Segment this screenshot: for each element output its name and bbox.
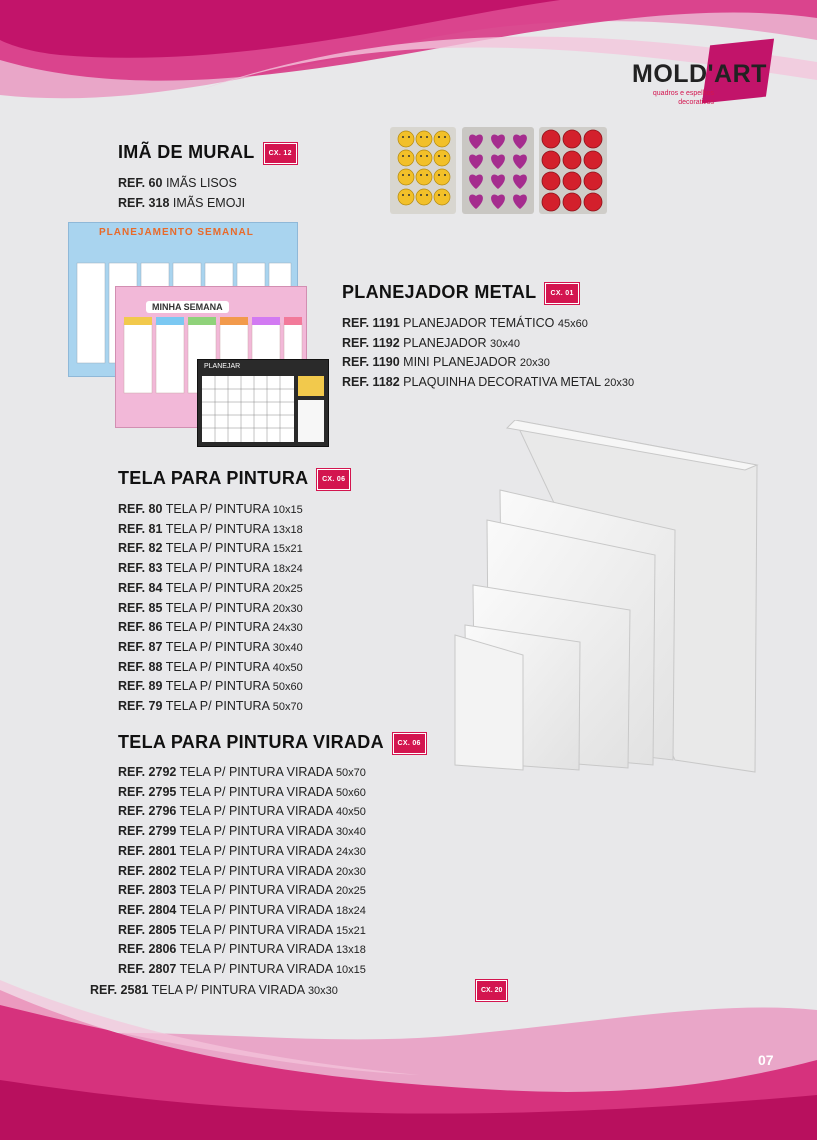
ref-size: 13x18	[335, 944, 366, 957]
ref-desc: TELA P/ PINTURA VIRADA	[179, 883, 333, 898]
ref-size: 30x40	[335, 826, 366, 839]
ref-size: 24x30	[335, 845, 366, 858]
ref-code: REF. 86	[118, 620, 163, 635]
logo-tagline	[652, 89, 714, 107]
ref-size: 20x30	[272, 602, 303, 615]
logo-wordmark: MOLD'ART	[632, 60, 767, 88]
ref-code: REF. 1190	[342, 355, 400, 370]
ref-size: 10x15	[335, 964, 366, 977]
ref-size: 30x40	[490, 337, 520, 350]
ref-code: REF. 2807	[118, 962, 177, 977]
section-title-planejador-text: PLANEJADOR METAL	[342, 282, 537, 302]
ref-item	[342, 314, 634, 334]
round-magnet-icons	[539, 127, 607, 214]
ref-list-tela-virada	[118, 763, 366, 980]
ref-size: 50x70	[335, 767, 366, 779]
ref-desc: TELA P/ PINTURA VIRADA	[151, 983, 305, 997]
ref-size: 18x24	[335, 904, 366, 917]
ref-desc: TELA P/ PINTURA VIRADA	[179, 824, 333, 839]
ref-desc: PLAQUINHA DECORATIVA METAL	[403, 375, 601, 390]
ref-size: 40x50	[335, 806, 366, 819]
ref-item	[118, 862, 366, 882]
ref-code: REF. 2805	[118, 922, 177, 937]
ref-item	[118, 194, 245, 214]
heart-magnet-icons	[462, 127, 534, 214]
ref-size: 15x21	[335, 924, 366, 937]
ref-item	[118, 579, 303, 599]
ref-code: REF. 2804	[118, 902, 177, 917]
box-badge-ima: CX. 12	[264, 143, 297, 164]
ref-size: 30x40	[272, 641, 303, 654]
box-badge-tela-virada: CX. 06	[393, 733, 426, 754]
ref-item	[118, 638, 303, 658]
ref-item	[342, 334, 634, 354]
product-photo-emoji-magnets	[390, 127, 456, 214]
product-photo-round-magnets	[539, 127, 607, 214]
ref-code: REF. 88	[118, 659, 163, 674]
emoji-magnet-icons	[390, 127, 456, 214]
ref-code: REF. 60	[118, 176, 163, 190]
section-title-planejador	[342, 282, 579, 304]
box-badge-tela-extra: CX. 20	[476, 980, 507, 1001]
ref-item	[118, 960, 366, 980]
ref-item	[118, 842, 366, 862]
ref-code: REF. 1192	[342, 335, 400, 350]
ref-size: 50x70	[272, 701, 303, 714]
ref-code: REF. 82	[118, 541, 163, 556]
ref-code: REF. 2795	[118, 784, 177, 799]
ref-size: 20x30	[335, 865, 366, 878]
ref-list-ima	[118, 174, 245, 213]
section-title-tela	[118, 468, 350, 490]
ref-desc: TELA P/ PINTURA VIRADA	[179, 962, 333, 977]
ref-desc: PLANEJADOR	[403, 335, 487, 350]
ref-code: REF. 2796	[118, 804, 177, 819]
ref-size: 30x30	[307, 985, 338, 997]
ref-code: REF. 2802	[118, 863, 177, 878]
ref-size: 45x60	[557, 318, 588, 330]
section-title-tela-virada-text: TELA PARA PINTURA VIRADA	[118, 732, 384, 752]
ref-desc: TELA P/ PINTURA VIRADA	[179, 863, 333, 878]
ref-item	[118, 559, 303, 579]
ref-size: 20x25	[335, 885, 366, 898]
ref-code: REF. 80	[118, 502, 163, 516]
ref-desc: TELA P/ PINTURA VIRADA	[179, 843, 333, 858]
ref-desc: TELA P/ PINTURA	[165, 620, 270, 635]
planejador-tematico-heading: PLANEJAMENTO SEMANAL	[99, 227, 254, 238]
product-photo-heart-magnets	[462, 127, 534, 214]
ref-desc: TELA P/ PINTURA VIRADA	[179, 922, 333, 937]
ref-size: 20x30	[519, 357, 550, 370]
ref-size: 24x30	[272, 622, 303, 635]
ref-desc: TELA P/ PINTURA VIRADA	[179, 804, 333, 819]
ref-code: REF. 2792	[118, 765, 177, 779]
box-badge-tela: CX. 06	[317, 469, 350, 490]
ref-code: REF. 79	[118, 699, 163, 714]
ref-item	[118, 618, 303, 638]
ref-item	[118, 599, 303, 619]
ref-code: REF. 85	[118, 600, 163, 615]
ref-size: 13x18	[272, 523, 303, 536]
ref-desc: IMÃS EMOJI	[172, 195, 246, 210]
ref-size: 50x60	[272, 681, 303, 694]
ref-item	[342, 353, 634, 373]
ref-item	[118, 881, 366, 901]
ref-desc: TELA P/ PINTURA VIRADA	[179, 902, 333, 917]
ref-desc: TELA P/ PINTURA	[165, 561, 270, 576]
ref-item	[118, 697, 303, 717]
ref-size: 20x25	[272, 582, 303, 595]
ref-item	[118, 500, 303, 520]
ref-item	[118, 763, 366, 783]
ref-desc: TELA P/ PINTURA	[165, 699, 270, 714]
ref-code: REF. 87	[118, 639, 163, 654]
page-number: 07	[758, 1052, 774, 1068]
section-title-ima-text: IMÃ DE MURAL	[118, 142, 255, 162]
ref-desc: TELA P/ PINTURA	[165, 521, 270, 536]
ref-desc: TELA P/ PINTURA	[165, 580, 270, 595]
section-title-tela-virada	[118, 732, 426, 754]
ref-desc: PLANEJADOR TEMÁTICO	[403, 316, 555, 330]
ref-item	[118, 783, 366, 803]
ref-list-planejador	[342, 314, 634, 393]
ref-desc: TELA P/ PINTURA	[165, 639, 270, 654]
ref-code: REF. 81	[118, 521, 163, 536]
ref-code: REF. 2806	[118, 942, 177, 957]
ref-desc: IMÃS LISOS	[165, 176, 237, 190]
ref-code: REF. 2801	[118, 843, 177, 858]
ref-item	[118, 539, 303, 559]
product-photo-mini-planejador	[197, 359, 329, 447]
ref-code: REF. 83	[118, 561, 163, 576]
ref-item	[118, 174, 245, 194]
ref-size: 10x15	[272, 504, 303, 516]
ref-list-tela	[118, 500, 303, 717]
ref-item	[118, 677, 303, 697]
brand-logo	[632, 42, 772, 122]
ref-size: 20x30	[604, 377, 635, 390]
logo-tagline-line-2: decorativos	[678, 99, 714, 106]
ref-size: 18x24	[272, 563, 303, 576]
box-badge-planejador: CX. 01	[545, 283, 578, 304]
ref-code: REF. 1182	[342, 375, 400, 390]
ref-size: 40x50	[272, 661, 303, 674]
ref-desc: TELA P/ PINTURA	[165, 600, 270, 615]
product-photo-canvas-stack	[445, 420, 775, 780]
ref-code: REF. 1191	[342, 316, 400, 330]
ref-code: REF. 2803	[118, 883, 177, 898]
ref-code: REF. 318	[118, 195, 170, 210]
ref-desc: TELA P/ PINTURA VIRADA	[179, 784, 333, 799]
ref-desc: TELA P/ PINTURA	[165, 679, 270, 694]
ref-item	[118, 520, 303, 540]
ref-item	[118, 921, 366, 941]
ref-desc: TELA P/ PINTURA	[165, 659, 270, 674]
planejador-heading: MINHA SEMANA	[146, 301, 229, 313]
ref-size: 50x60	[335, 786, 366, 799]
logo-tagline-line-1: quadros e espelhos	[652, 90, 714, 97]
ref-item	[118, 901, 366, 921]
ref-code: REF. 2799	[118, 824, 177, 839]
mini-planejador-heading: PLANEJAR	[204, 363, 241, 370]
ref-item	[118, 658, 303, 678]
bottom-wave-decoration	[0, 980, 817, 1140]
section-title-tela-text: TELA PARA PINTURA	[118, 468, 308, 488]
ref-desc: TELA P/ PINTURA VIRADA	[179, 765, 333, 779]
ref-desc: TELA P/ PINTURA	[165, 541, 270, 556]
ref-desc: MINI PLANEJADOR	[403, 355, 517, 370]
ref-code: REF. 89	[118, 679, 163, 694]
ref-item	[342, 373, 634, 393]
ref-item	[118, 940, 366, 960]
ref-item	[118, 822, 366, 842]
ref-desc: TELA P/ PINTURA	[165, 502, 270, 516]
section-title-ima	[118, 142, 297, 164]
ref-code: REF. 84	[118, 580, 163, 595]
mini-planejador-calendar-grid	[198, 360, 328, 446]
ref-code: REF. 2581	[90, 983, 149, 997]
ref-item-tela-extra	[90, 981, 338, 1001]
ref-size: 15x21	[272, 543, 303, 556]
ref-item	[118, 802, 366, 822]
ref-desc: TELA P/ PINTURA VIRADA	[179, 942, 333, 957]
